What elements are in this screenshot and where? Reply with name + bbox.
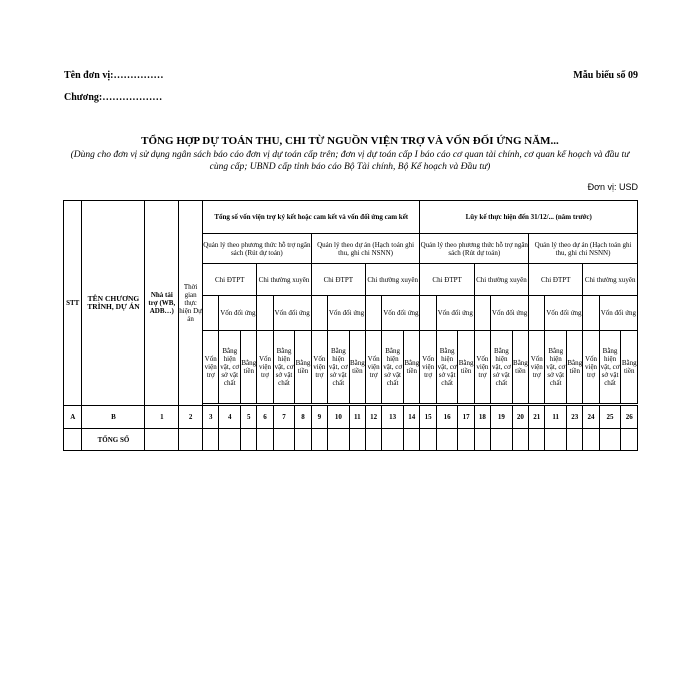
von-doi-ung-header: Vốn đối ứng <box>491 296 529 331</box>
document-title: TỔNG HỢP DỰ TOÁN THU, CHI TỪ NGUỒN VIỆN TRỢ VÀ VỐN ĐỐI ỨNG NĂM... <box>141 135 559 147</box>
code-cell: B <box>82 406 145 429</box>
mgmt-budget-header: Quản lý theo phương thức hỗ trợ ngân sách (Rút dự toán) <box>203 234 312 264</box>
blank-cell <box>583 296 599 331</box>
bang-tien-header: Bằng tiền <box>567 331 583 404</box>
von-vien-tro-header: Vốn viện trợ <box>420 331 436 404</box>
chi-tx-header: Chi thường xuyên <box>583 264 638 296</box>
chi-dtpt-header: Chi ĐTPT <box>311 264 365 296</box>
blank-cell <box>474 296 490 331</box>
von-vien-tro-header: Vốn viện trợ <box>474 331 490 404</box>
column-code-row <box>64 406 638 429</box>
bang-hien-vat-header: Bằng hiện vật, cơ sở vật chất <box>436 331 458 404</box>
col-header-stt: STT <box>64 201 82 406</box>
bang-tien-header: Bằng tiền <box>404 331 420 404</box>
code-cell: 5 <box>241 406 257 429</box>
table-cell <box>545 429 567 451</box>
table-cell <box>145 429 179 451</box>
table-cell <box>512 429 528 451</box>
code-cell: A <box>64 406 82 429</box>
total-label: TỔNG SỐ <box>82 429 145 451</box>
chi-dtpt-header: Chi ĐTPT <box>420 264 474 296</box>
code-cell: 16 <box>436 406 458 429</box>
col-header-program-name: TÊN CHƯƠNG TRÌNH, DỰ ÁN <box>82 201 145 406</box>
table-cell <box>349 429 365 451</box>
table-cell <box>327 429 349 451</box>
code-cell: 14 <box>404 406 420 429</box>
group-header-committed: Tổng số vốn viện trợ ký kết hoặc cam kết và vốn đối ứng cam kết <box>203 201 420 234</box>
code-cell: 25 <box>599 406 621 429</box>
table-cell <box>241 429 257 451</box>
code-cell: 21 <box>529 406 545 429</box>
mgmt-project-header: Quản lý theo dự án (Hạch toán ghi thu, ghi chi NSNN) <box>311 234 420 264</box>
bang-tien-header: Bằng tiền <box>241 331 257 404</box>
code-cell: 9 <box>311 406 327 429</box>
chapter-field: Chương:……………… <box>64 92 163 103</box>
currency-unit: Đơn vị: USD <box>587 182 638 192</box>
mgmt-budget-header: Quản lý theo phương thức hỗ trợ ngân sách (Rút dự toán) <box>420 234 529 264</box>
von-vien-tro-header: Vốn viện trợ <box>365 331 381 404</box>
table-cell <box>365 429 381 451</box>
table-cell <box>311 429 327 451</box>
chi-dtpt-header: Chi ĐTPT <box>203 264 257 296</box>
code-cell: 12 <box>365 406 381 429</box>
von-vien-tro-header: Vốn viện trợ <box>529 331 545 404</box>
von-doi-ung-header: Vốn đối ứng <box>599 296 637 331</box>
chi-tx-header: Chi thường xuyên <box>474 264 528 296</box>
von-vien-tro-header: Vốn viện trợ <box>583 331 599 404</box>
table-cell <box>567 429 583 451</box>
code-cell: 17 <box>458 406 474 429</box>
table-cell <box>219 429 241 451</box>
col-header-time: Thời gian thực hiện Dự án <box>179 201 203 406</box>
table-cell <box>179 429 203 451</box>
blank-cell <box>420 296 436 331</box>
blank-cell <box>529 296 545 331</box>
code-cell: 4 <box>219 406 241 429</box>
code-cell: 11 <box>545 406 567 429</box>
table-cell <box>257 429 273 451</box>
code-cell: 20 <box>512 406 528 429</box>
bang-tien-header: Bằng tiền <box>512 331 528 404</box>
code-cell: 10 <box>327 406 349 429</box>
bang-tien-header: Bằng tiền <box>621 331 638 404</box>
code-cell: 1 <box>145 406 179 429</box>
blank-cell <box>311 296 327 331</box>
unit-name-field: Tên đơn vị:…………… <box>64 70 164 81</box>
bang-tien-header: Bằng tiền <box>458 331 474 404</box>
table-cell <box>64 429 82 451</box>
von-doi-ung-header: Vốn đối ứng <box>273 296 311 331</box>
table-cell <box>404 429 420 451</box>
von-vien-tro-header: Vốn viện trợ <box>203 331 219 404</box>
table-cell <box>295 429 311 451</box>
table-cell <box>529 429 545 451</box>
code-cell: 3 <box>203 406 219 429</box>
code-cell: 19 <box>491 406 513 429</box>
group-header-accumulated: Lũy kế thực hiện đến 31/12/... (năm trước) <box>420 201 638 234</box>
table-cell <box>621 429 638 451</box>
table-cell <box>382 429 404 451</box>
code-cell: 8 <box>295 406 311 429</box>
von-doi-ung-header: Vốn đối ứng <box>382 296 420 331</box>
form-number: Mẫu biểu số 09 <box>573 70 638 81</box>
chi-tx-header: Chi thường xuyên <box>257 264 311 296</box>
von-doi-ung-header: Vốn đối ứng <box>327 296 365 331</box>
chi-tx-header: Chi thường xuyên <box>365 264 419 296</box>
bang-hien-vat-header: Bằng hiện vật, cơ sở vật chất <box>599 331 621 404</box>
code-cell: 26 <box>621 406 638 429</box>
budget-table <box>63 200 638 451</box>
blank-cell <box>203 296 219 331</box>
code-cell: 2 <box>179 406 203 429</box>
table-cell <box>420 429 436 451</box>
total-row <box>64 429 638 451</box>
von-doi-ung-header: Vốn đối ứng <box>219 296 257 331</box>
bang-tien-header: Bằng tiền <box>349 331 365 404</box>
von-doi-ung-header: Vốn đối ứng <box>545 296 583 331</box>
code-cell: 23 <box>567 406 583 429</box>
code-cell: 15 <box>420 406 436 429</box>
table-cell <box>273 429 295 451</box>
code-cell: 24 <box>583 406 599 429</box>
code-cell: 18 <box>474 406 490 429</box>
bang-hien-vat-header: Bằng hiện vật, cơ sở vật chất <box>219 331 241 404</box>
von-doi-ung-header: Vốn đối ứng <box>436 296 474 331</box>
code-cell: 6 <box>257 406 273 429</box>
table-cell <box>583 429 599 451</box>
table-cell <box>474 429 490 451</box>
table-cell <box>436 429 458 451</box>
document-subtitle: (Dùng cho đơn vị sử dụng ngân sách báo cáo đơn vị dự toán cấp trên; đơn vị dự toán cấp I báo cáo cơ quan tài chính, cơ quan kế hoạch và đầu tư cùng cấp; UBND cấp tỉnh báo cáo Bộ Tài chính, Bộ Kế hoạch và Đầu tư) <box>70 150 630 172</box>
code-cell: 11 <box>349 406 365 429</box>
von-vien-tro-header: Vốn viện trợ <box>311 331 327 404</box>
col-header-donor: Nhà tài trợ (WB, ADB…) <box>145 201 179 406</box>
mgmt-project-header: Quản lý theo dự án (Hạch toán ghi thu, ghi chi NSNN) <box>529 234 638 264</box>
blank-cell <box>365 296 381 331</box>
bang-tien-header: Bằng tiền <box>295 331 311 404</box>
table-cell <box>458 429 474 451</box>
bang-hien-vat-header: Bằng hiện vật, cơ sở vật chất <box>327 331 349 404</box>
table-cell <box>203 429 219 451</box>
code-cell: 13 <box>382 406 404 429</box>
bang-hien-vat-header: Bằng hiện vật, cơ sở vật chất <box>273 331 295 404</box>
von-vien-tro-header: Vốn viện trợ <box>257 331 273 404</box>
bang-hien-vat-header: Bằng hiện vật, cơ sở vật chất <box>382 331 404 404</box>
bang-hien-vat-header: Bằng hiện vật, cơ sở vật chất <box>491 331 513 404</box>
bang-hien-vat-header: Bằng hiện vật, cơ sở vật chất <box>545 331 567 404</box>
table-cell <box>491 429 513 451</box>
code-cell: 7 <box>273 406 295 429</box>
table-cell <box>599 429 621 451</box>
chi-dtpt-header: Chi ĐTPT <box>529 264 583 296</box>
blank-cell <box>257 296 273 331</box>
